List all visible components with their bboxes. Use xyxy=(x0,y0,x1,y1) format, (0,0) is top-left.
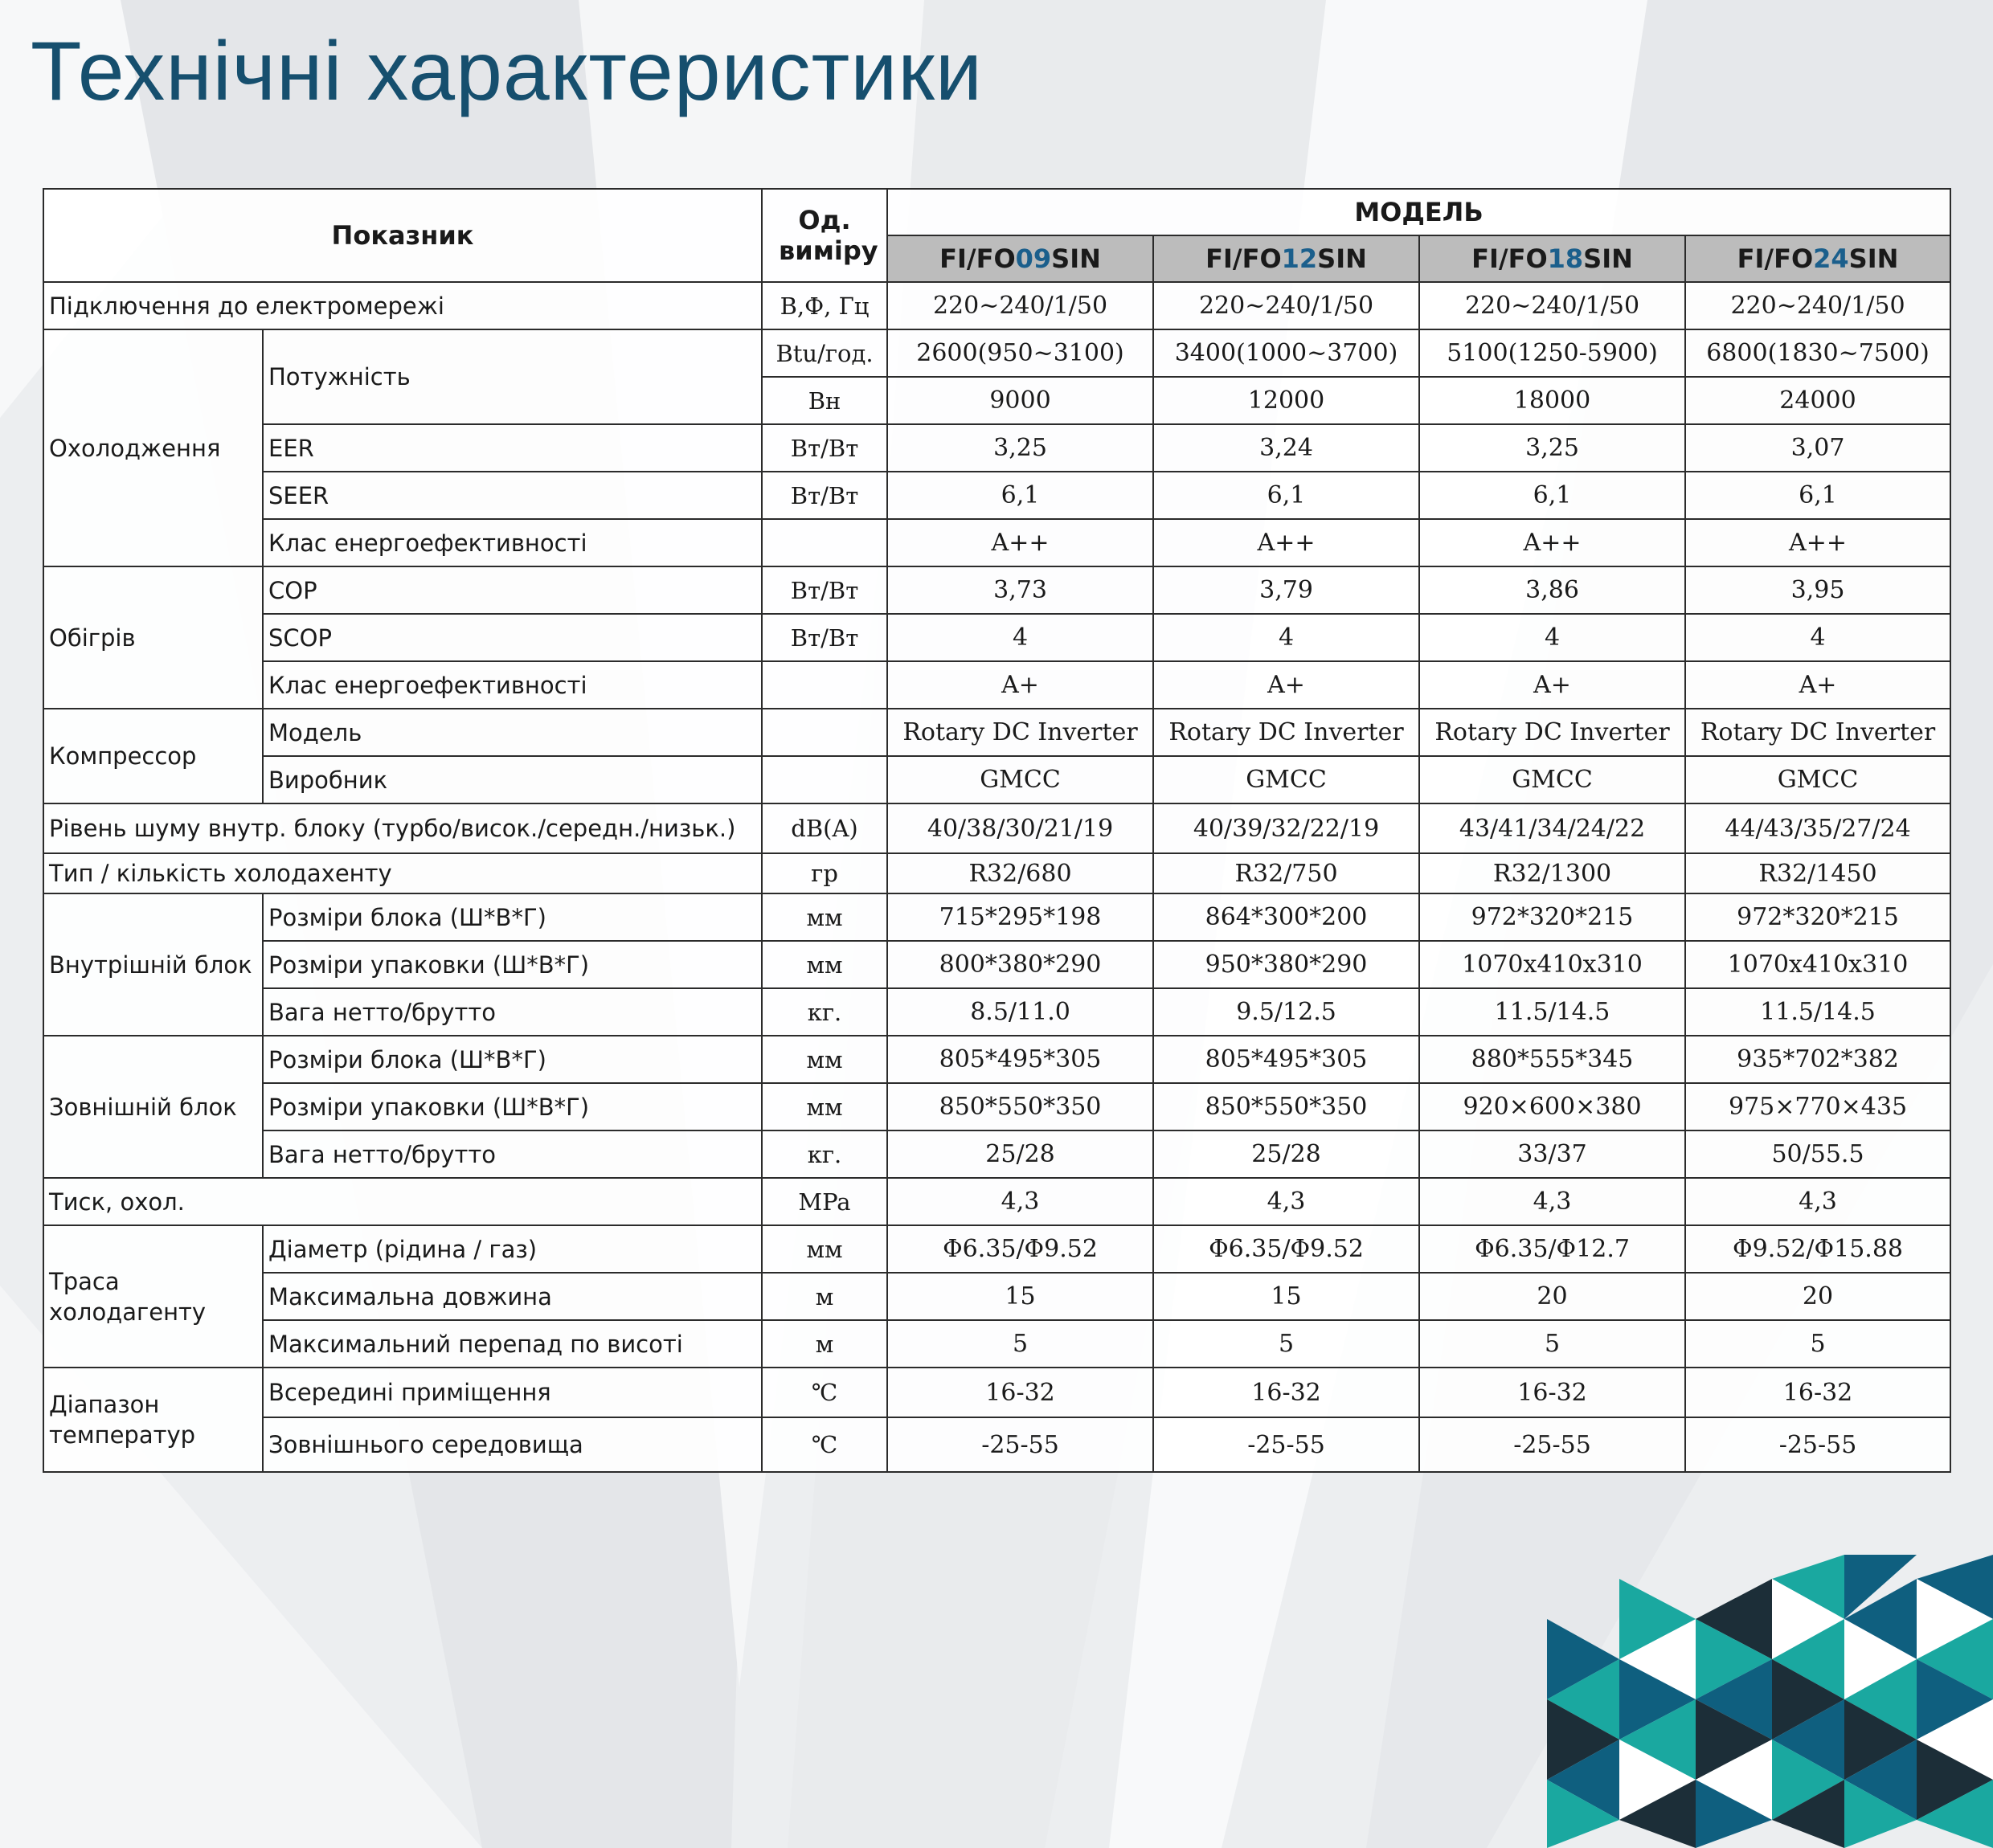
value-cell: 3,25 xyxy=(1419,424,1685,472)
model-suffix: SIN xyxy=(1848,243,1899,274)
row-label: Вага нетто/брутто xyxy=(263,1130,762,1178)
value-cell: 11.5/14.5 xyxy=(1685,988,1950,1036)
value-cell: 5 xyxy=(887,1320,1153,1368)
value-cell: 5 xyxy=(1419,1320,1685,1368)
value-cell: 20 xyxy=(1685,1273,1950,1320)
unit-cell xyxy=(762,756,887,803)
value-cell: 3,25 xyxy=(887,424,1153,472)
triangle-pattern-decoration xyxy=(1547,1555,1993,1848)
group-label: Охолодження xyxy=(43,329,263,566)
value-cell: 3,79 xyxy=(1153,566,1419,614)
value-cell: 4 xyxy=(1153,614,1419,661)
value-cell: 4,3 xyxy=(1685,1178,1950,1225)
value-cell: 44/43/35/27/24 xyxy=(1685,803,1950,853)
value-cell: 20 xyxy=(1419,1273,1685,1320)
group-label: Обігрів xyxy=(43,566,263,709)
value-cell: Rotary DC Inverter xyxy=(1153,709,1419,756)
model-suffix: SIN xyxy=(1051,243,1101,274)
group-label: Внутрішній блок xyxy=(43,893,263,1036)
value-cell: 4,3 xyxy=(1419,1178,1685,1225)
row-label: Потужність xyxy=(263,329,762,424)
value-cell: 3,73 xyxy=(887,566,1153,614)
value-cell: R32/680 xyxy=(887,853,1153,893)
table-row xyxy=(43,988,1950,1036)
value-cell: -25-55 xyxy=(887,1417,1153,1472)
row-label: SCOP xyxy=(263,614,762,661)
value-cell: 16-32 xyxy=(887,1368,1153,1417)
value-cell: 1070x410x310 xyxy=(1419,941,1685,988)
header-indicator: Показник xyxy=(43,189,762,282)
row-label: Всередині приміщення xyxy=(263,1368,762,1417)
row-label: Тип / кількість холодахенту xyxy=(43,853,762,893)
row-label: Розміри блока (Ш*В*Г) xyxy=(263,1036,762,1083)
row-label: Зовнішнього середовища xyxy=(263,1417,762,1472)
unit-cell: Btu/год. xyxy=(762,329,887,377)
row-label: Рівень шуму внутр. блоку (турбо/висок./середн./низьк.) xyxy=(43,803,762,853)
value-cell: 40/39/32/22/19 xyxy=(1153,803,1419,853)
table-row xyxy=(43,853,1950,893)
model-header-2 xyxy=(1419,235,1685,282)
table-row xyxy=(43,1417,1950,1472)
table-row xyxy=(43,614,1950,661)
value-cell: Rotary DC Inverter xyxy=(887,709,1153,756)
row-label: Розміри упаковки (Ш*В*Г) xyxy=(263,941,762,988)
unit-cell: мм xyxy=(762,1083,887,1130)
unit-cell: Вн xyxy=(762,377,887,424)
row-label: Клас енергоефективності xyxy=(263,519,762,566)
table-row xyxy=(43,803,1950,853)
value-cell: 850*550*350 xyxy=(887,1083,1153,1130)
table-row xyxy=(43,893,1950,941)
value-cell: 5100(1250-5900) xyxy=(1419,329,1685,377)
unit-cell: мм xyxy=(762,1036,887,1083)
model-prefix: FI/FO xyxy=(1737,243,1814,274)
value-cell: 805*495*305 xyxy=(1153,1036,1419,1083)
value-cell: A++ xyxy=(1419,519,1685,566)
page-title: Технічні характеристики xyxy=(31,25,983,118)
unit-cell: кг. xyxy=(762,1130,887,1178)
value-cell: 975×770×435 xyxy=(1685,1083,1950,1130)
value-cell: A+ xyxy=(887,661,1153,709)
value-cell: A+ xyxy=(1419,661,1685,709)
row-label: Розміри блока (Ш*В*Г) xyxy=(263,893,762,941)
table-row xyxy=(43,1083,1950,1130)
group-label: Зовнішній блок xyxy=(43,1036,263,1178)
model-number: 18 xyxy=(1547,243,1584,274)
value-cell: 805*495*305 xyxy=(887,1036,1153,1083)
value-cell: 220~240/1/50 xyxy=(1153,282,1419,329)
value-cell: 1070x410x310 xyxy=(1685,941,1950,988)
unit-cell: dB(A) xyxy=(762,803,887,853)
value-cell: A+ xyxy=(1685,661,1950,709)
row-label: Розміри упаковки (Ш*В*Г) xyxy=(263,1083,762,1130)
value-cell: A++ xyxy=(1153,519,1419,566)
value-cell: Φ6.35/Φ9.52 xyxy=(1153,1225,1419,1273)
value-cell: 3,95 xyxy=(1685,566,1950,614)
model-prefix: FI/FO xyxy=(1471,243,1548,274)
unit-cell: кг. xyxy=(762,988,887,1036)
value-cell: 15 xyxy=(1153,1273,1419,1320)
value-cell: 43/41/34/24/22 xyxy=(1419,803,1685,853)
value-cell: 6,1 xyxy=(1153,472,1419,519)
value-cell: 6,1 xyxy=(1685,472,1950,519)
specs-table xyxy=(43,188,1951,1473)
value-cell: Φ6.35/Φ12.7 xyxy=(1419,1225,1685,1273)
group-label: Траса холодагенту xyxy=(43,1225,263,1368)
unit-cell: MPa xyxy=(762,1178,887,1225)
row-label: COP xyxy=(263,566,762,614)
row-label: Модель xyxy=(263,709,762,756)
unit-cell: Вт/Вт xyxy=(762,614,887,661)
value-cell: 4,3 xyxy=(1153,1178,1419,1225)
value-cell: A+ xyxy=(1153,661,1419,709)
value-cell: 850*550*350 xyxy=(1153,1083,1419,1130)
table-row xyxy=(43,1320,1950,1368)
model-header-0 xyxy=(887,235,1153,282)
value-cell: 8.5/11.0 xyxy=(887,988,1153,1036)
row-label: Підключення до електромережі xyxy=(43,282,762,329)
value-cell: 4 xyxy=(1419,614,1685,661)
value-cell: A++ xyxy=(887,519,1153,566)
value-cell: 25/28 xyxy=(1153,1130,1419,1178)
unit-cell: В,Ф, Гц xyxy=(762,282,887,329)
value-cell: 715*295*198 xyxy=(887,893,1153,941)
unit-cell: ℃ xyxy=(762,1417,887,1472)
model-suffix: SIN xyxy=(1583,243,1633,274)
value-cell: 16-32 xyxy=(1419,1368,1685,1417)
value-cell: 24000 xyxy=(1685,377,1950,424)
value-cell: -25-55 xyxy=(1685,1417,1950,1472)
unit-cell xyxy=(762,519,887,566)
header-model: МОДЕЛЬ xyxy=(887,189,1950,235)
table-row xyxy=(43,424,1950,472)
row-label: Клас енергоефективності xyxy=(263,661,762,709)
value-cell: -25-55 xyxy=(1419,1417,1685,1472)
value-cell: 9.5/12.5 xyxy=(1153,988,1419,1036)
unit-cell xyxy=(762,661,887,709)
unit-cell: Вт/Вт xyxy=(762,472,887,519)
value-cell: 6,1 xyxy=(1419,472,1685,519)
value-cell: 220~240/1/50 xyxy=(1419,282,1685,329)
unit-cell: Вт/Вт xyxy=(762,424,887,472)
value-cell: 3,07 xyxy=(1685,424,1950,472)
value-cell: GMCC xyxy=(1685,756,1950,803)
row-label: Вага нетто/брутто xyxy=(263,988,762,1036)
table-row xyxy=(43,941,1950,988)
model-header-1 xyxy=(1153,235,1419,282)
value-cell: R32/750 xyxy=(1153,853,1419,893)
value-cell: 2600(950~3100) xyxy=(887,329,1153,377)
value-cell: 3400(1000~3700) xyxy=(1153,329,1419,377)
value-cell: 5 xyxy=(1153,1320,1419,1368)
value-cell: R32/1300 xyxy=(1419,853,1685,893)
table-row xyxy=(43,756,1950,803)
row-label: Тиск, охол. xyxy=(43,1178,762,1225)
row-label: EER xyxy=(263,424,762,472)
model-number: 12 xyxy=(1281,243,1318,274)
table-row xyxy=(43,661,1950,709)
header-unit: Од. виміру xyxy=(762,189,887,282)
value-cell: 3,86 xyxy=(1419,566,1685,614)
value-cell: 4 xyxy=(887,614,1153,661)
table-row xyxy=(43,329,1950,377)
value-cell: 6,1 xyxy=(887,472,1153,519)
table-row xyxy=(43,709,1950,756)
value-cell: 950*380*290 xyxy=(1153,941,1419,988)
value-cell: 33/37 xyxy=(1419,1130,1685,1178)
value-cell: 935*702*382 xyxy=(1685,1036,1950,1083)
value-cell: 11.5/14.5 xyxy=(1419,988,1685,1036)
value-cell: 880*555*345 xyxy=(1419,1036,1685,1083)
row-label: Діаметр (рідина / газ) xyxy=(263,1225,762,1273)
table-row xyxy=(43,566,1950,614)
model-prefix: FI/FO xyxy=(939,243,1016,274)
value-cell: 15 xyxy=(887,1273,1153,1320)
value-cell: 16-32 xyxy=(1153,1368,1419,1417)
model-number: 24 xyxy=(1813,243,1849,274)
value-cell: 6800(1830~7500) xyxy=(1685,329,1950,377)
value-cell: 3,24 xyxy=(1153,424,1419,472)
value-cell: 972*320*215 xyxy=(1685,893,1950,941)
value-cell: 4,3 xyxy=(887,1178,1153,1225)
value-cell: 920×600×380 xyxy=(1419,1083,1685,1130)
model-prefix: FI/FO xyxy=(1205,243,1282,274)
value-cell: 16-32 xyxy=(1685,1368,1950,1417)
value-cell: 50/55.5 xyxy=(1685,1130,1950,1178)
value-cell: Rotary DC Inverter xyxy=(1419,709,1685,756)
row-label: Виробник xyxy=(263,756,762,803)
model-number: 09 xyxy=(1015,243,1052,274)
value-cell: 864*300*200 xyxy=(1153,893,1419,941)
value-cell: 18000 xyxy=(1419,377,1685,424)
table-row xyxy=(43,1273,1950,1320)
value-cell: Rotary DC Inverter xyxy=(1685,709,1950,756)
value-cell: 972*320*215 xyxy=(1419,893,1685,941)
value-cell: GMCC xyxy=(887,756,1153,803)
table-row xyxy=(43,519,1950,566)
model-header-3 xyxy=(1685,235,1950,282)
value-cell: 800*380*290 xyxy=(887,941,1153,988)
value-cell: GMCC xyxy=(1153,756,1419,803)
unit-cell: мм xyxy=(762,1225,887,1273)
value-cell: -25-55 xyxy=(1153,1417,1419,1472)
value-cell: 9000 xyxy=(887,377,1153,424)
value-cell: 220~240/1/50 xyxy=(887,282,1153,329)
unit-cell: ℃ xyxy=(762,1368,887,1417)
unit-cell: м xyxy=(762,1320,887,1368)
row-label: Максимальна довжина xyxy=(263,1273,762,1320)
value-cell: 12000 xyxy=(1153,377,1419,424)
value-cell: Φ9.52/Φ15.88 xyxy=(1685,1225,1950,1273)
value-cell: Φ6.35/Φ9.52 xyxy=(887,1225,1153,1273)
value-cell: 220~240/1/50 xyxy=(1685,282,1950,329)
unit-cell: Вт/Вт xyxy=(762,566,887,614)
unit-cell: м xyxy=(762,1273,887,1320)
value-cell: A++ xyxy=(1685,519,1950,566)
unit-cell: мм xyxy=(762,893,887,941)
table-row xyxy=(43,1130,1950,1178)
row-label: Максимальний перепад по висоті xyxy=(263,1320,762,1368)
group-label: Компрессор xyxy=(43,709,263,803)
table-row xyxy=(43,1368,1950,1417)
unit-cell: гр xyxy=(762,853,887,893)
table-row xyxy=(43,472,1950,519)
unit-cell xyxy=(762,709,887,756)
value-cell: 25/28 xyxy=(887,1130,1153,1178)
table-row xyxy=(43,1178,1950,1225)
value-cell: 4 xyxy=(1685,614,1950,661)
unit-cell: мм xyxy=(762,941,887,988)
model-suffix: SIN xyxy=(1317,243,1367,274)
table-row xyxy=(43,1225,1950,1273)
group-label: Діапазон температур xyxy=(43,1368,263,1472)
value-cell: R32/1450 xyxy=(1685,853,1950,893)
table-row xyxy=(43,282,1950,329)
value-cell: GMCC xyxy=(1419,756,1685,803)
row-label: SEER xyxy=(263,472,762,519)
table-row xyxy=(43,1036,1950,1083)
value-cell: 5 xyxy=(1685,1320,1950,1368)
value-cell: 40/38/30/21/19 xyxy=(887,803,1153,853)
